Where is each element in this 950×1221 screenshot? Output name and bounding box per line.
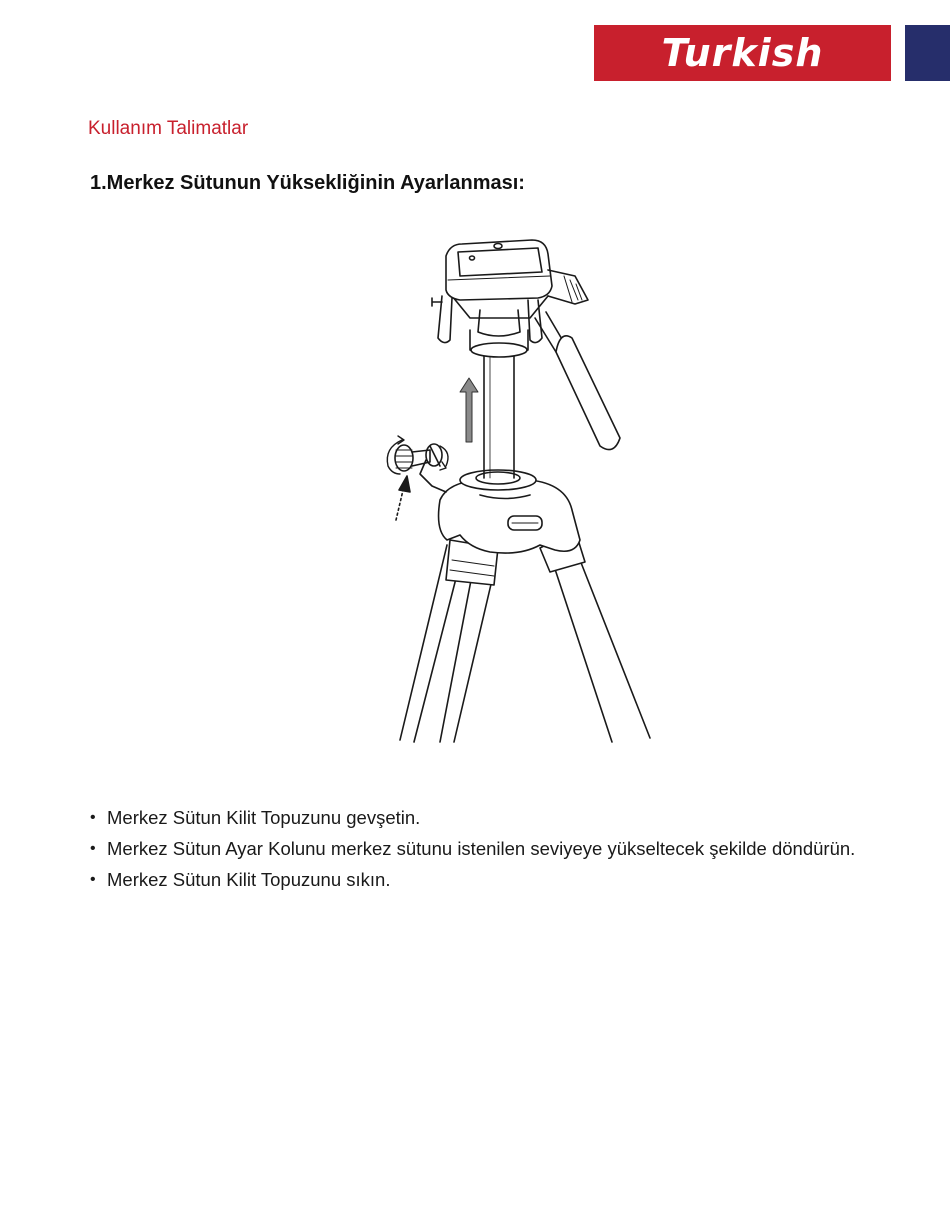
section-title: Kullanım Talimatlar [88, 118, 249, 139]
list-item: • Merkez Sütun Ayar Kolunu merkez sütunu istenilen seviyeye yükseltecek şekilde döndürün. [90, 836, 855, 867]
side-tab [905, 25, 950, 81]
list-item: • Merkez Sütun Kilit Topuzunu gevşetin. [90, 805, 855, 836]
quick-release-plate [446, 240, 552, 300]
center-column [484, 352, 514, 478]
pan-handle [535, 312, 620, 450]
step-heading: 1.Merkez Sütunun Yüksekliğinin Ayarlanması: [90, 172, 525, 194]
tripod-illustration [370, 225, 670, 745]
language-banner [594, 25, 891, 81]
pan-head [432, 296, 548, 357]
tension-knob [548, 270, 588, 304]
tripod-legs [400, 545, 650, 742]
up-arrow-icon [460, 378, 478, 442]
instruction-list [90, 805, 855, 898]
language-label: Turkish [661, 31, 824, 75]
list-item: • Merkez Sütun Kilit Topuzunu sıkın. [90, 867, 855, 898]
dotted-arrow-icon [396, 476, 410, 520]
